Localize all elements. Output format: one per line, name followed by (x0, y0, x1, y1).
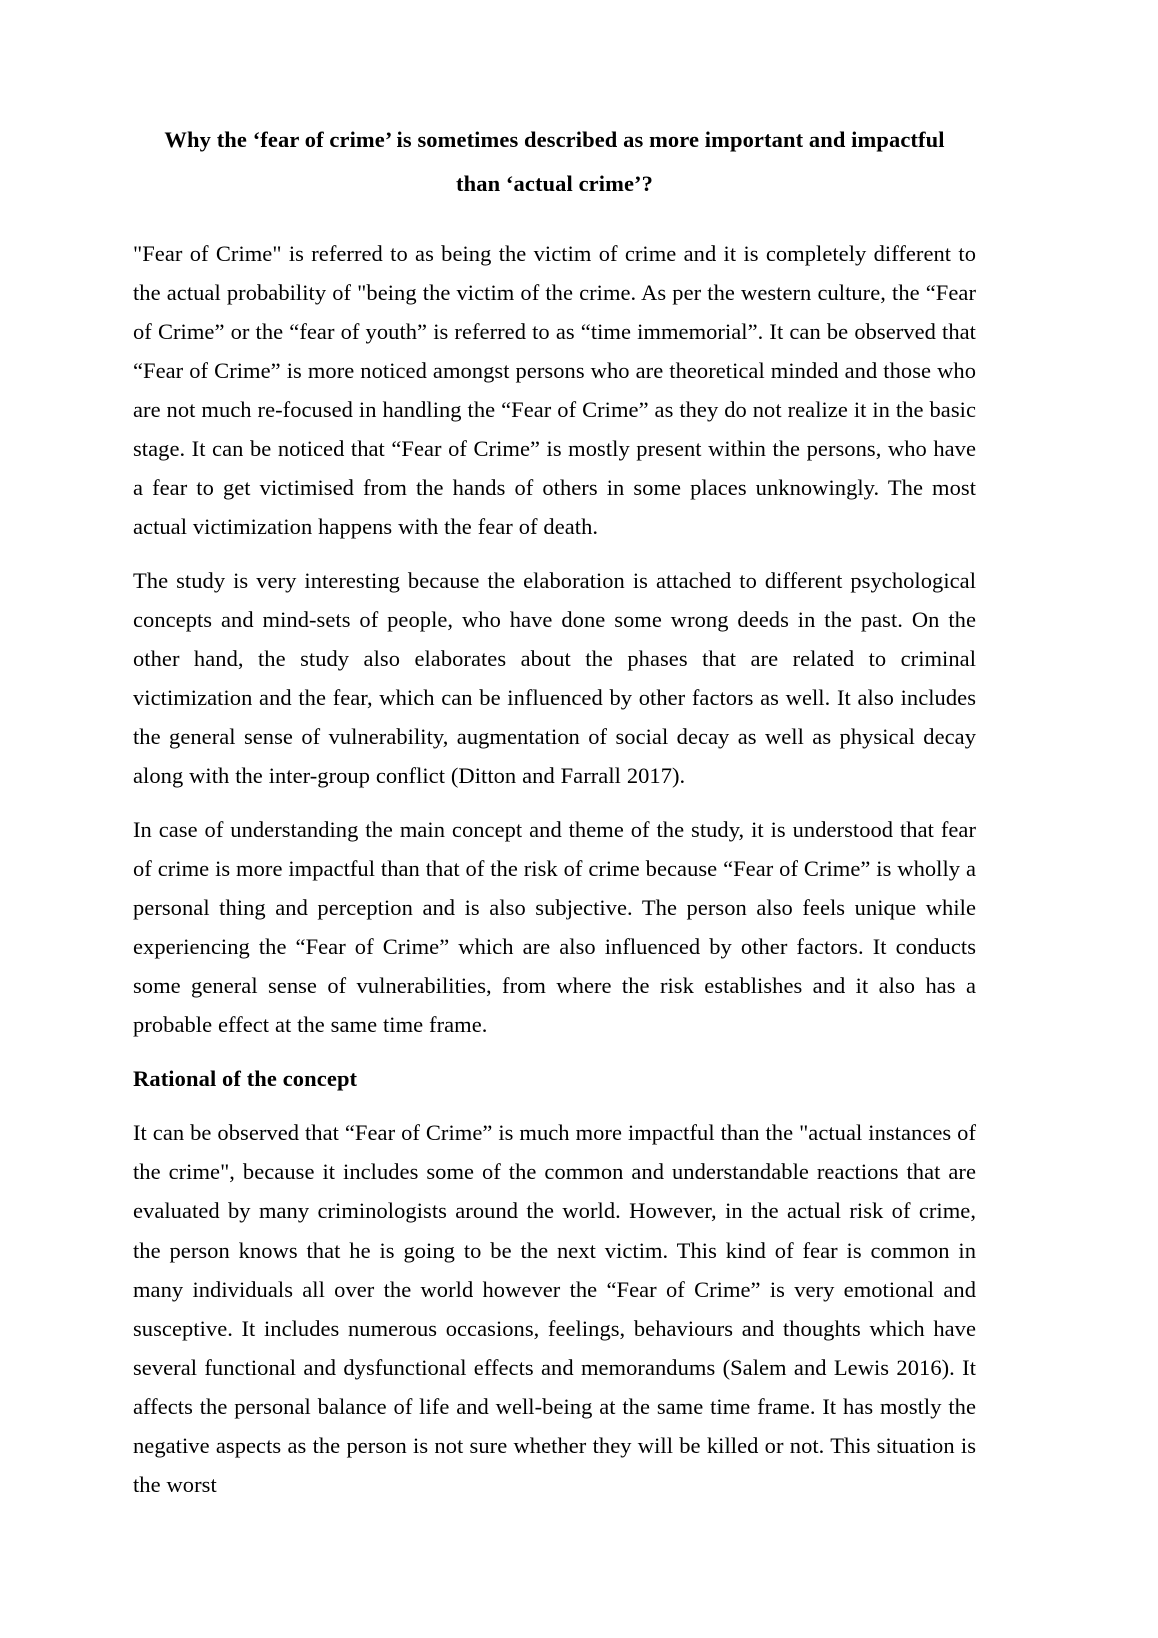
paragraph-4: It can be observed that “Fear of Crime” is much more impactful than the "actual instances of the crime", because it includes some of the common and understandable reactions that are evaluated by many criminologists around the world. However, in the actual risk of crime, the person knows that he is going to be the next victim. This kind of fear is common in many individuals all over the world however the “Fear of Crime” is very emotional and susceptive. It includes numerous occasions, feelings, behaviours and thoughts which have several functional and dysfunctional effects and memorandums (Salem and Lewis 2016). It affects the personal balance of life and well-being at the same time frame. It has mostly the negative aspects as the person is not sure whether they will be killed or not. This situation is the worst (133, 1120, 976, 1497)
paragraph-1: "Fear of Crime" is referred to as being the victim of crime and it is completely different to the actual probability of "being the victim of the crime. As per the western culture, the “Fear of Crime” or the “fear of youth” is referred to as “time immemorial”. It can be observed that “Fear of Crime” is more noticed amongst persons who are theoretical minded and those who are not much re-focused in handling the “Fear of Crime” as they do not realize it in the basic stage. It can be noticed that “Fear of Crime” is mostly present within the persons, who have a fear to get victimised from the hands of others in some places unknowingly. The most actual victimization happens with the fear of death. (133, 240, 976, 539)
section-heading-rational-of-the-concept: Rational of the concept (133, 1066, 358, 1092)
document-body (133, 118, 976, 1504)
title-block (133, 118, 976, 206)
paragraph-2: The study is very interesting because the elaboration is attached to different psychological concepts and mind-sets of people, who have done some wrong deeds in the past. On the other hand, the study also elaborates about the phases that are related to criminal victimization and the fear, which can be influenced by other factors as well. It also includes the general sense of vulnerability, augmentation of social decay as well as physical decay along with the inter-group conflict (Ditton and Farrall 2017). (133, 568, 976, 789)
page-title: Why the ‘fear of crime’ is sometimes described as more important and impactful than ‘actual crime’? (164, 127, 945, 196)
paragraph-3: In case of understanding the main concept and theme of the study, it is understood that fear of crime is more impactful than that of the risk of crime because “Fear of Crime” is wholly a personal thing and perception and is also subjective. The person also feels unique while experiencing the “Fear of Crime” which are also influenced by other factors. It conducts some general sense of vulnerabilities, from where the risk establishes and it also has a probable effect at the same time frame. (133, 817, 976, 1038)
